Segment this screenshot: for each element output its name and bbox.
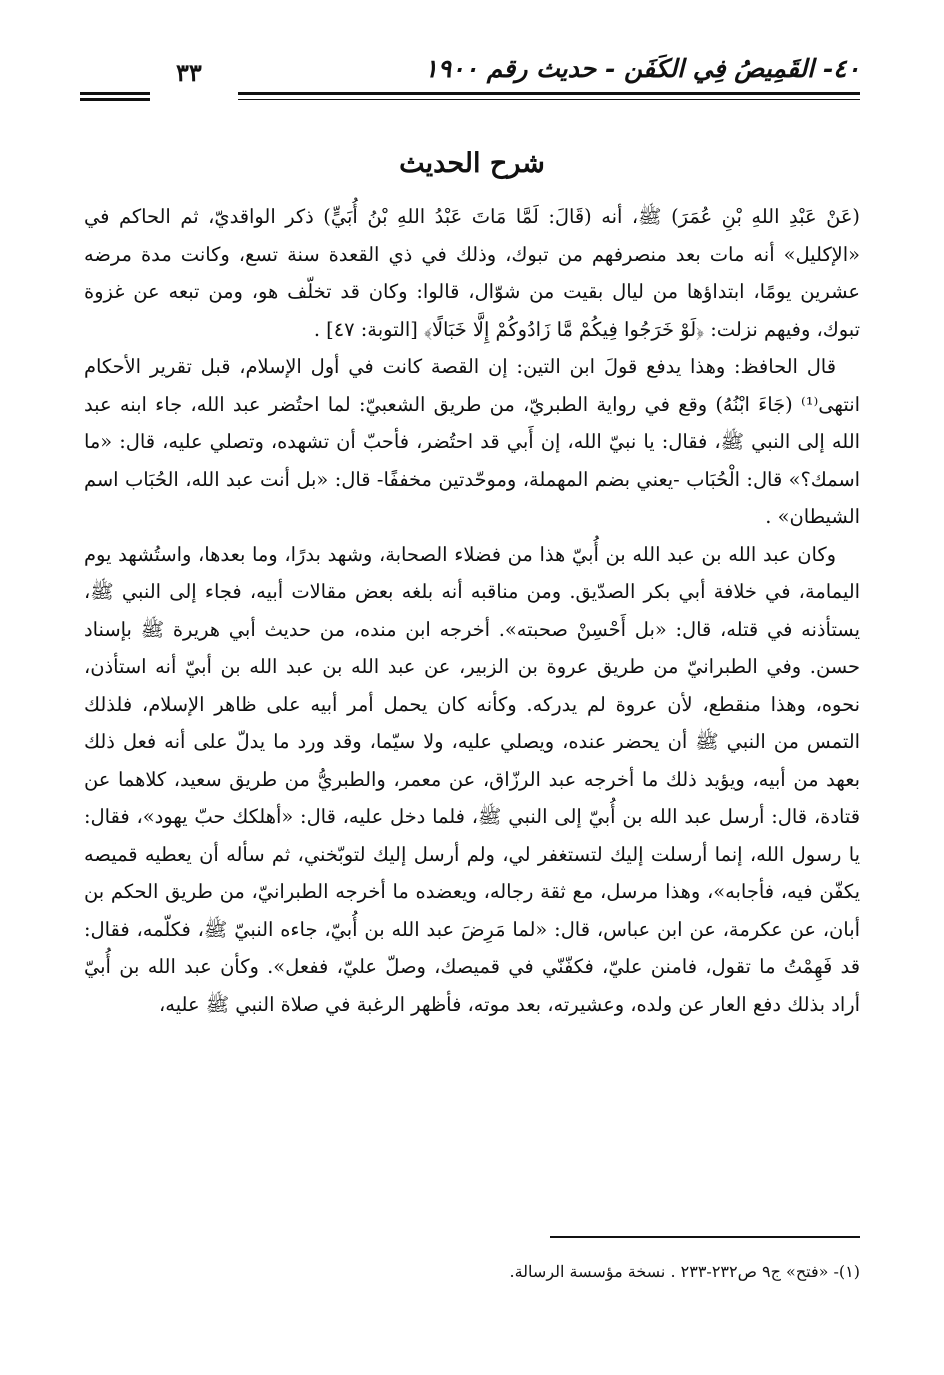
header-rule-left [80,92,150,101]
section-title: شرح الحديث [399,148,545,179]
page-number: ٣٣ [176,58,202,87]
header-rule-right [238,92,860,100]
footnote: (١)- «فتح» ج٩ ص٢٣٢-٢٣٣ . نسخة مؤسسة الرسالة. [509,1262,860,1281]
paragraph: (عَنْ عَبْدِ اللهِ بْنِ عُمَرَ) ﷺ، أنه (قَالَ: لَمَّا مَاتَ عَبْدُ اللهِ بْنُ أُبَيٍّ) ذكر الواقديّ، ثم الحاكم في «الإكليل» أنه مات بعد منصرفهم من تبوك، وذلك في ذي القعدة سنة تسع، وكانت مدة مرضه عشرين يومًا، ابتداؤها من ليال بقيت من شوّال، قالوا: وكان قد تخلّف هو، ومن تبعه عن غزوة تبوك، وفيهم نزلت: ﴿لَوْ خَرَجُوا فِيكُمْ مَّا زَادُوكُمْ إِلَّا خَبَالًا﴾ [التوبة: ٤٧] . [84,205,860,341]
paragraph: وكان عبد الله بن عبد الله بن أُبيّ هذا من فضلاء الصحابة، وشهد بدرًا، وما بعدها، واستُشهد يوم اليمامة، في خلافة أبي بكر الصدّيق. ومن مناقبه أنه بلغه بعض مقالات أبيه، فجاء إلى النبي ﷺ، يستأذنه في قتله، قال: «بل أَحْسِنْ صحبته». أخرجه ابن منده، من حديث أبي هريرة ﷺ بإسناد حسن. وفي الطبرانيّ من طريق عروة بن الزبير، عن عبد الله بن عبد الله بن أبيّ أنه استأذن، نحوه، وهذا منقطع، لأن عروة لم يدركه. وكأنه كان يحمل أمر أبيه على ظاهر الإسلام، فلذلك التمس من النبي ﷺ أن يحضر عنده، ويصلي عليه، ولا سيّما، وقد ورد ما يدلّ على أنه فعل ذلك بعهد من أبيه، ويؤيد ذلك ما أخرجه عبد الرزّاق، عن معمر، والطبريُّ من طريق سعيد، كلاهما عن قتادة، قال: أرسل عبد الله بن أُبيّ إلى النبي ﷺ، فلما دخل عليه، قال: «أهلكك حبّ يهود»، فقال: يا رسول الله، إنما أرسلت إليك لتستغفر لي، ولم أرسل إليك لتوبّخني، ثم سأله أن يعطيه قميصه يكفّن فيه، فأجابه»، وهذا مرسل، مع ثقة رجاله، ويعضده ما أخرجه الطبرانيّ، من طريق الحكم بن أبان، عن عكرمة، عن ابن عباس، قال: «لما مَرِضَ عبد الله بن أُبيّ، جاءه النبيّ ﷺ، فكلّمه، فقال: قد فَهِمْتُ ما تقول، فامنن عليّ، فكفّنّي في قميصك، وصلّ عليّ، ففعل». وكأن عبد الله بن أُبيّ أراد بذلك دفع العار عن ولده، وعشيرته، بعد موته، فأظهر الرغبة في صلاة النبي ﷺ عليه، [84,542,860,1016]
running-title: ٤٠- القَمِيصُ فِي الكَفَن - حديث رقم ١٩٠٠ [424,54,860,83]
page-header [80,50,860,106]
footnote-divider [550,1236,860,1238]
body-text [84,198,860,1023]
paragraph: قال الحافظ: وهذا يدفع قولَ ابن التين: إن القصة كانت في أول الإسلام، قبل تقرير الأحكام انتهى⁽¹⁾ (جَاءَ ابْنُهُ) وقع في رواية الطبريّ، من طريق الشعبيّ: لما احتُضر عبد الله، جاء ابنه عبد الله إلى النبي ﷺ، فقال: يا نبيّ الله، إن أَبي قد احتُضر، فأحبّ أن تشهده، وتصلي عليه، قال: «ما اسمك؟» قال: الْحُبَاب -يعني بضم المهملة، وموحّدتين مخففًا- قال: «بل أنت عبد الله، الحُبَاب اسم الشيطان» . [84,355,860,528]
